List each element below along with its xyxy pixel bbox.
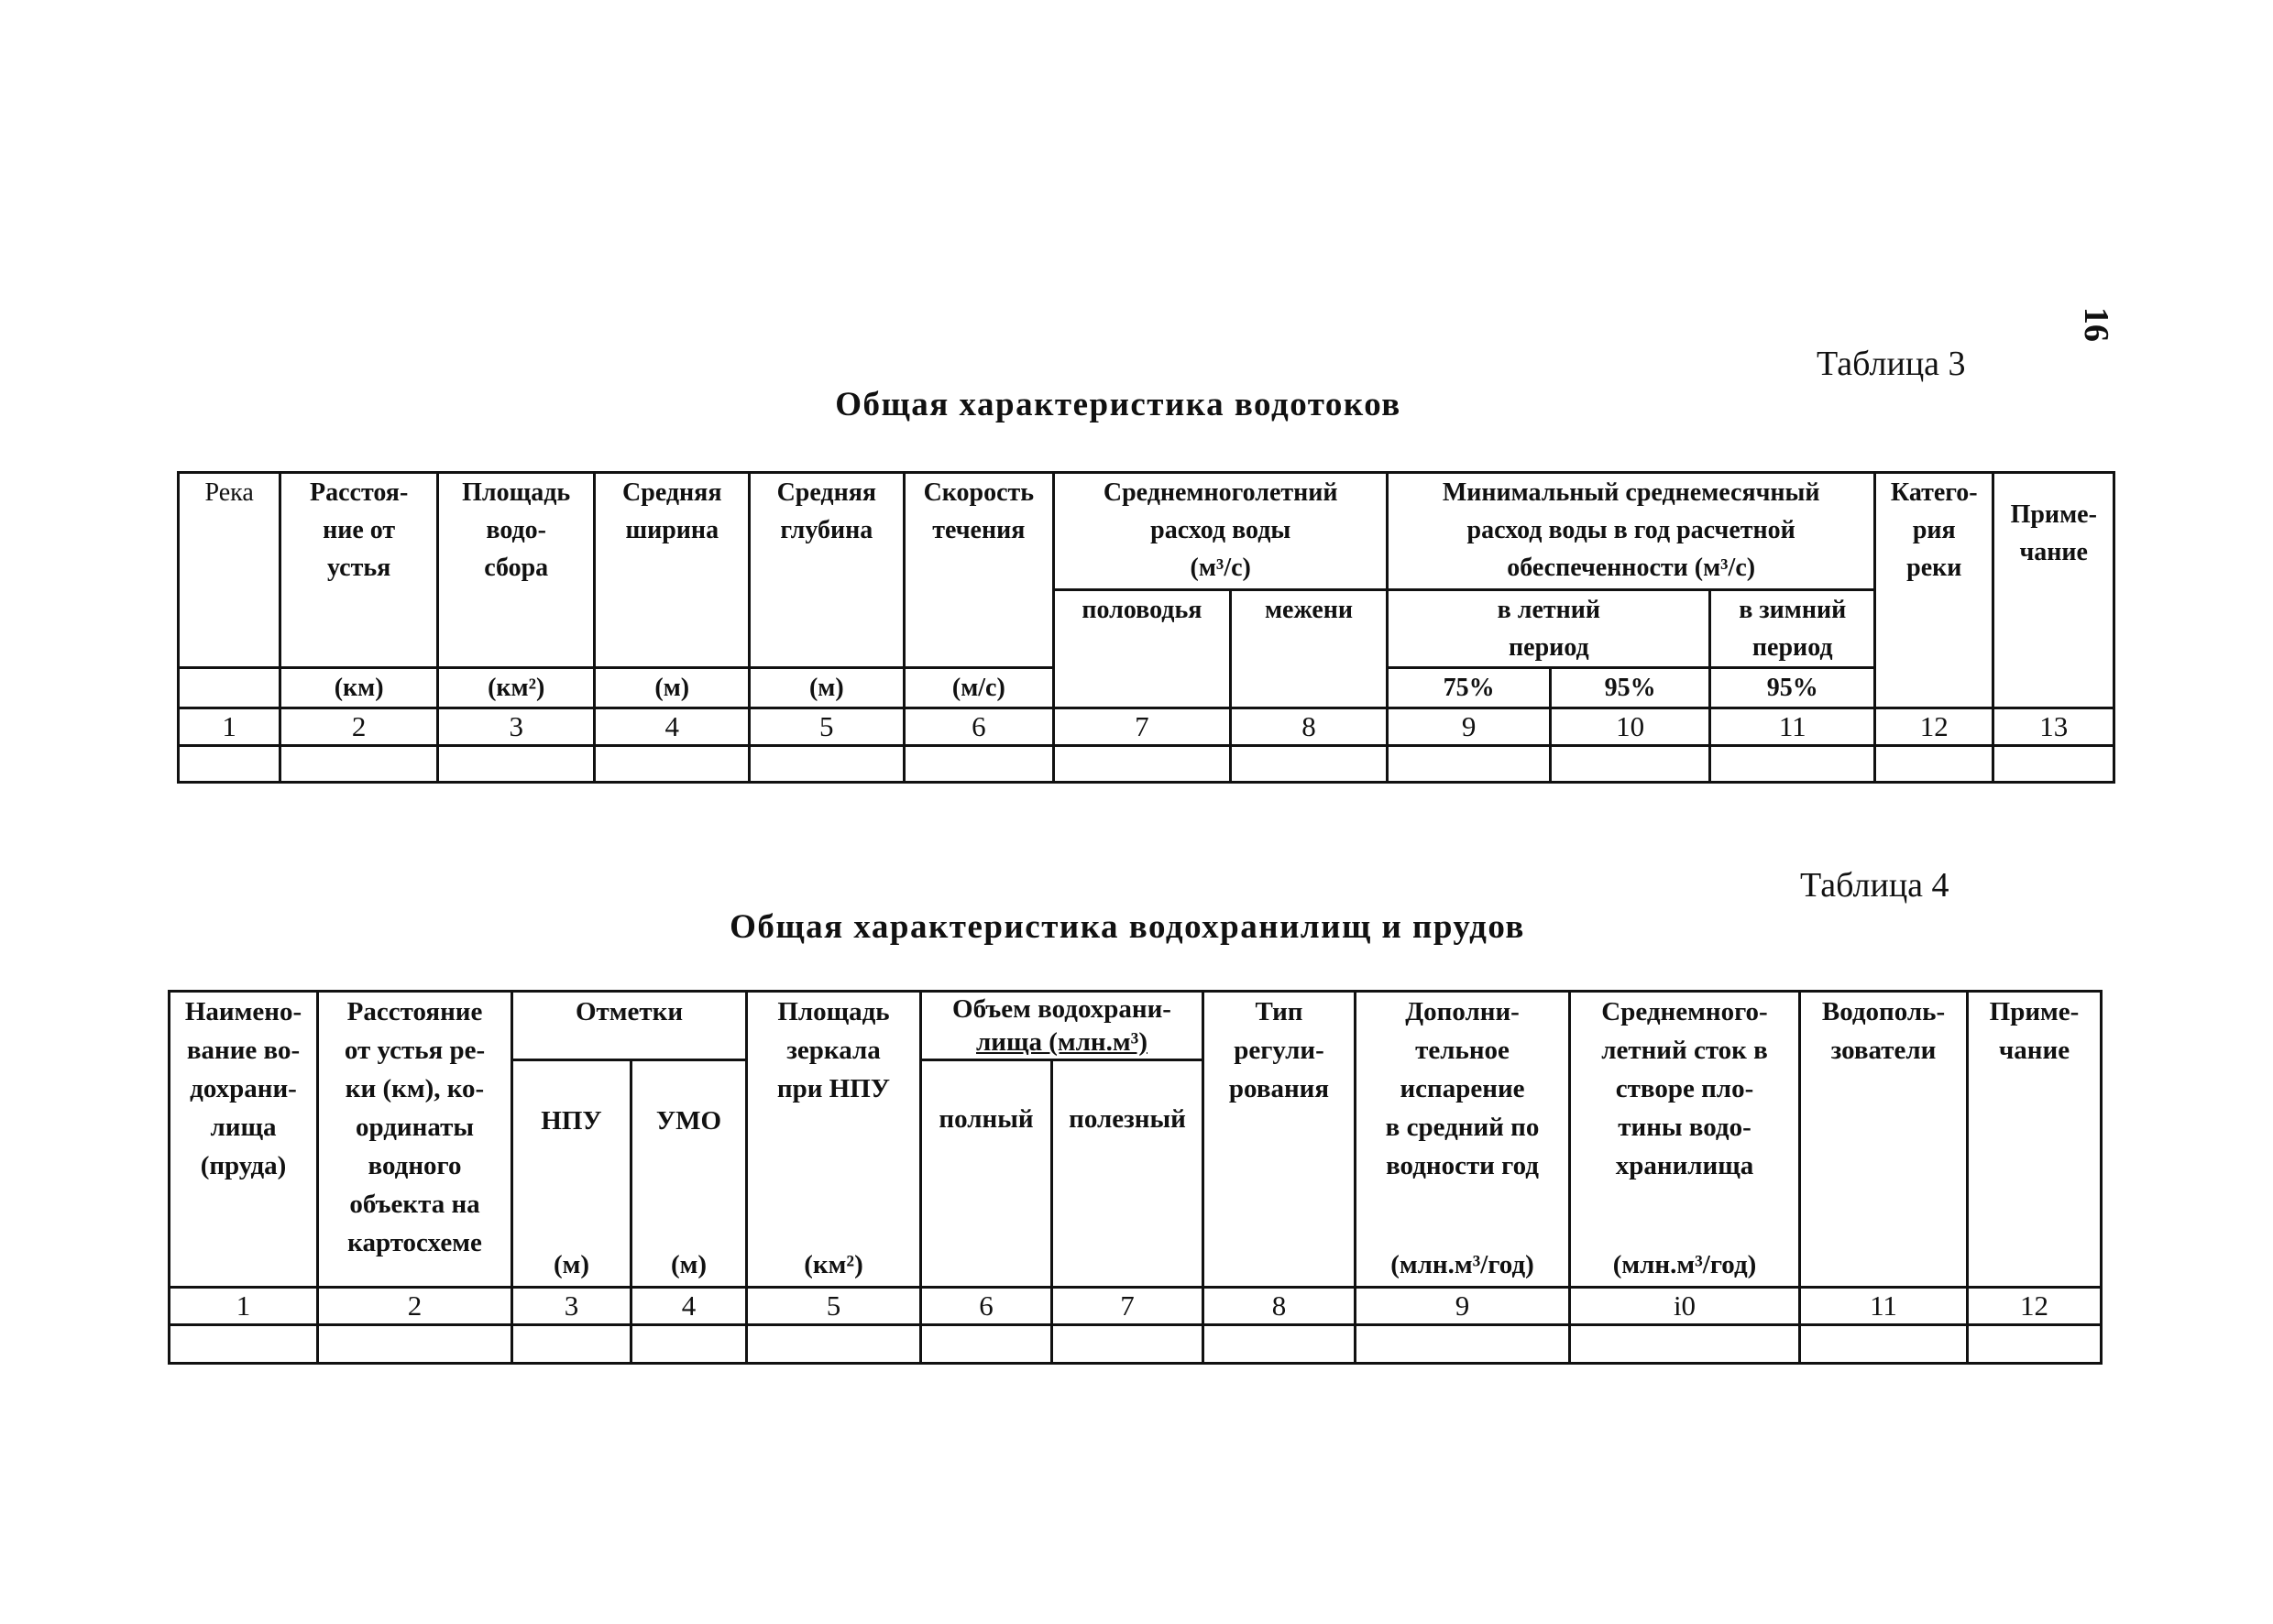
col-number: 9	[1388, 708, 1551, 746]
empty-cell[interactable]	[1875, 746, 1993, 783]
col-number: 6	[921, 1288, 1052, 1325]
unit-evaporation: (млн.м³/год)	[1390, 1250, 1534, 1279]
empty-cell[interactable]	[1968, 1325, 2102, 1364]
unit-distance: (км)	[280, 668, 438, 708]
empty-cell[interactable]	[170, 1325, 318, 1364]
header-full: полный	[921, 1060, 1052, 1288]
empty-cell[interactable]	[921, 1325, 1052, 1364]
empty-cell[interactable]	[437, 746, 595, 783]
header-evaporation: Дополни- тельное испарение в средний по водности год (млн.м³/год)	[1356, 992, 1570, 1288]
col-number: 4	[631, 1288, 747, 1325]
page-number: 16	[2077, 307, 2115, 342]
col-number: 7	[1052, 1288, 1203, 1325]
header-p95-winter: 95%	[1710, 668, 1875, 708]
header-useful: полезный	[1052, 1060, 1203, 1288]
empty-cell[interactable]	[1230, 746, 1388, 783]
empty-cell[interactable]	[179, 746, 280, 783]
table3	[177, 471, 2115, 784]
col-number: 1	[170, 1288, 318, 1325]
table3-title: Общая характеристика водотоков	[835, 386, 1401, 423]
col-number: 1	[179, 708, 280, 746]
unit-umo: (м)	[670, 1250, 708, 1279]
header-reg-type: Тип регули- рования	[1203, 992, 1356, 1288]
header-lowwater: межени	[1230, 590, 1388, 708]
col-number: 12	[1875, 708, 1993, 746]
col-number: 3	[512, 1288, 631, 1325]
header-depth: Средняя глубина	[750, 473, 905, 668]
empty-cell[interactable]	[1993, 746, 2114, 783]
header-npu: НПУ (м)	[512, 1060, 631, 1288]
col-number: 13	[1993, 708, 2114, 746]
header-min-flow: Минимальный среднемесячный расход воды в год расчетной обеспеченности (м³/с)	[1388, 473, 1875, 590]
header-category: Катего- рия реки	[1875, 473, 1993, 708]
header-volume: Объем водохрани- лища (млн.м³)	[921, 992, 1203, 1060]
unit-depth: (м)	[750, 668, 905, 708]
header-area: Площадь зеркала при НПУ (км²)	[747, 992, 921, 1288]
table3-empty-row	[179, 746, 2114, 783]
empty-cell[interactable]	[1054, 746, 1231, 783]
header-p95-summer: 95%	[1550, 668, 1710, 708]
table4-number-row	[170, 1288, 2102, 1325]
header-umo: УМО (м)	[631, 1060, 747, 1288]
col-number: 12	[1968, 1288, 2102, 1325]
empty-cell[interactable]	[512, 1325, 631, 1364]
header-distance: Расстоя- ние от устья	[280, 473, 438, 668]
header-river: Река	[179, 473, 280, 668]
table3-number-row	[179, 708, 2114, 746]
table4	[168, 990, 2103, 1365]
col-number: 11	[1710, 708, 1875, 746]
header-flood: половодья	[1054, 590, 1231, 708]
header-winter: в зимний период	[1710, 590, 1875, 668]
empty-cell[interactable]	[1356, 1325, 1570, 1364]
header-width: Средняя ширина	[595, 473, 750, 668]
unit-runoff: (млн.м³/год)	[1612, 1250, 1757, 1279]
empty-cell[interactable]	[1203, 1325, 1356, 1364]
col-number: 11	[1800, 1288, 1968, 1325]
col-number: 5	[750, 708, 905, 746]
empty-cell[interactable]	[1570, 1325, 1800, 1364]
empty-cell[interactable]	[595, 746, 750, 783]
empty-cell[interactable]	[747, 1325, 921, 1364]
header-p75: 75%	[1388, 668, 1551, 708]
header-runoff: Среднемного- летний сток в створе пло- тины водо- хранилища (млн.м³/год)	[1570, 992, 1800, 1288]
col-number: i0	[1570, 1288, 1800, 1325]
unit-speed: (м/с)	[904, 668, 1054, 708]
col-number: 6	[904, 708, 1054, 746]
table4-empty-row	[170, 1325, 2102, 1364]
table4-caption: Таблица 4	[1800, 866, 1949, 905]
col-number: 9	[1356, 1288, 1570, 1325]
empty-cell[interactable]	[750, 746, 905, 783]
empty-cell[interactable]	[280, 746, 438, 783]
unit-area: (км²)	[804, 1250, 863, 1279]
header-summer: в летний период	[1388, 590, 1710, 668]
header-distance: Расстояние от устья ре- ки (км), ко- ординаты водного объекта на картосхеме	[318, 992, 512, 1288]
empty-cell[interactable]	[904, 746, 1054, 783]
header-area: Площадь водо- сбора	[437, 473, 595, 668]
header-users: Водополь- зователи	[1800, 992, 1968, 1288]
empty-cell[interactable]	[1388, 746, 1551, 783]
header-note: Приме- чание	[1968, 992, 2102, 1288]
col-number: 8	[1230, 708, 1388, 746]
col-number: 5	[747, 1288, 921, 1325]
header-speed: Скорость течения	[904, 473, 1054, 668]
header-mean-flow: Среднемноголетний расход воды (м³/с)	[1054, 473, 1388, 590]
empty-cell[interactable]	[1550, 746, 1710, 783]
col-number: 8	[1203, 1288, 1356, 1325]
empty-cell[interactable]	[1052, 1325, 1203, 1364]
header-note: Приме- чание	[1993, 473, 2114, 708]
empty-cell[interactable]	[631, 1325, 747, 1364]
col-number: 2	[318, 1288, 512, 1325]
empty-cell[interactable]	[1800, 1325, 1968, 1364]
unit-area: (км²)	[437, 668, 595, 708]
col-number: 10	[1550, 708, 1710, 746]
col-number: 7	[1054, 708, 1231, 746]
unit-width: (м)	[595, 668, 750, 708]
col-number: 2	[280, 708, 438, 746]
table4-title: Общая характеристика водохранилищ и прудов	[730, 908, 1525, 946]
empty-cell[interactable]	[318, 1325, 512, 1364]
col-number: 3	[437, 708, 595, 746]
header-name: Наимено- вание во- дохрани- лища (пруда)	[170, 992, 318, 1288]
header-marks: Отметки	[512, 992, 747, 1060]
empty-cell[interactable]	[1710, 746, 1875, 783]
unit-npu: (м)	[553, 1250, 590, 1279]
table3-caption: Таблица 3	[1817, 345, 1966, 383]
col-number: 4	[595, 708, 750, 746]
